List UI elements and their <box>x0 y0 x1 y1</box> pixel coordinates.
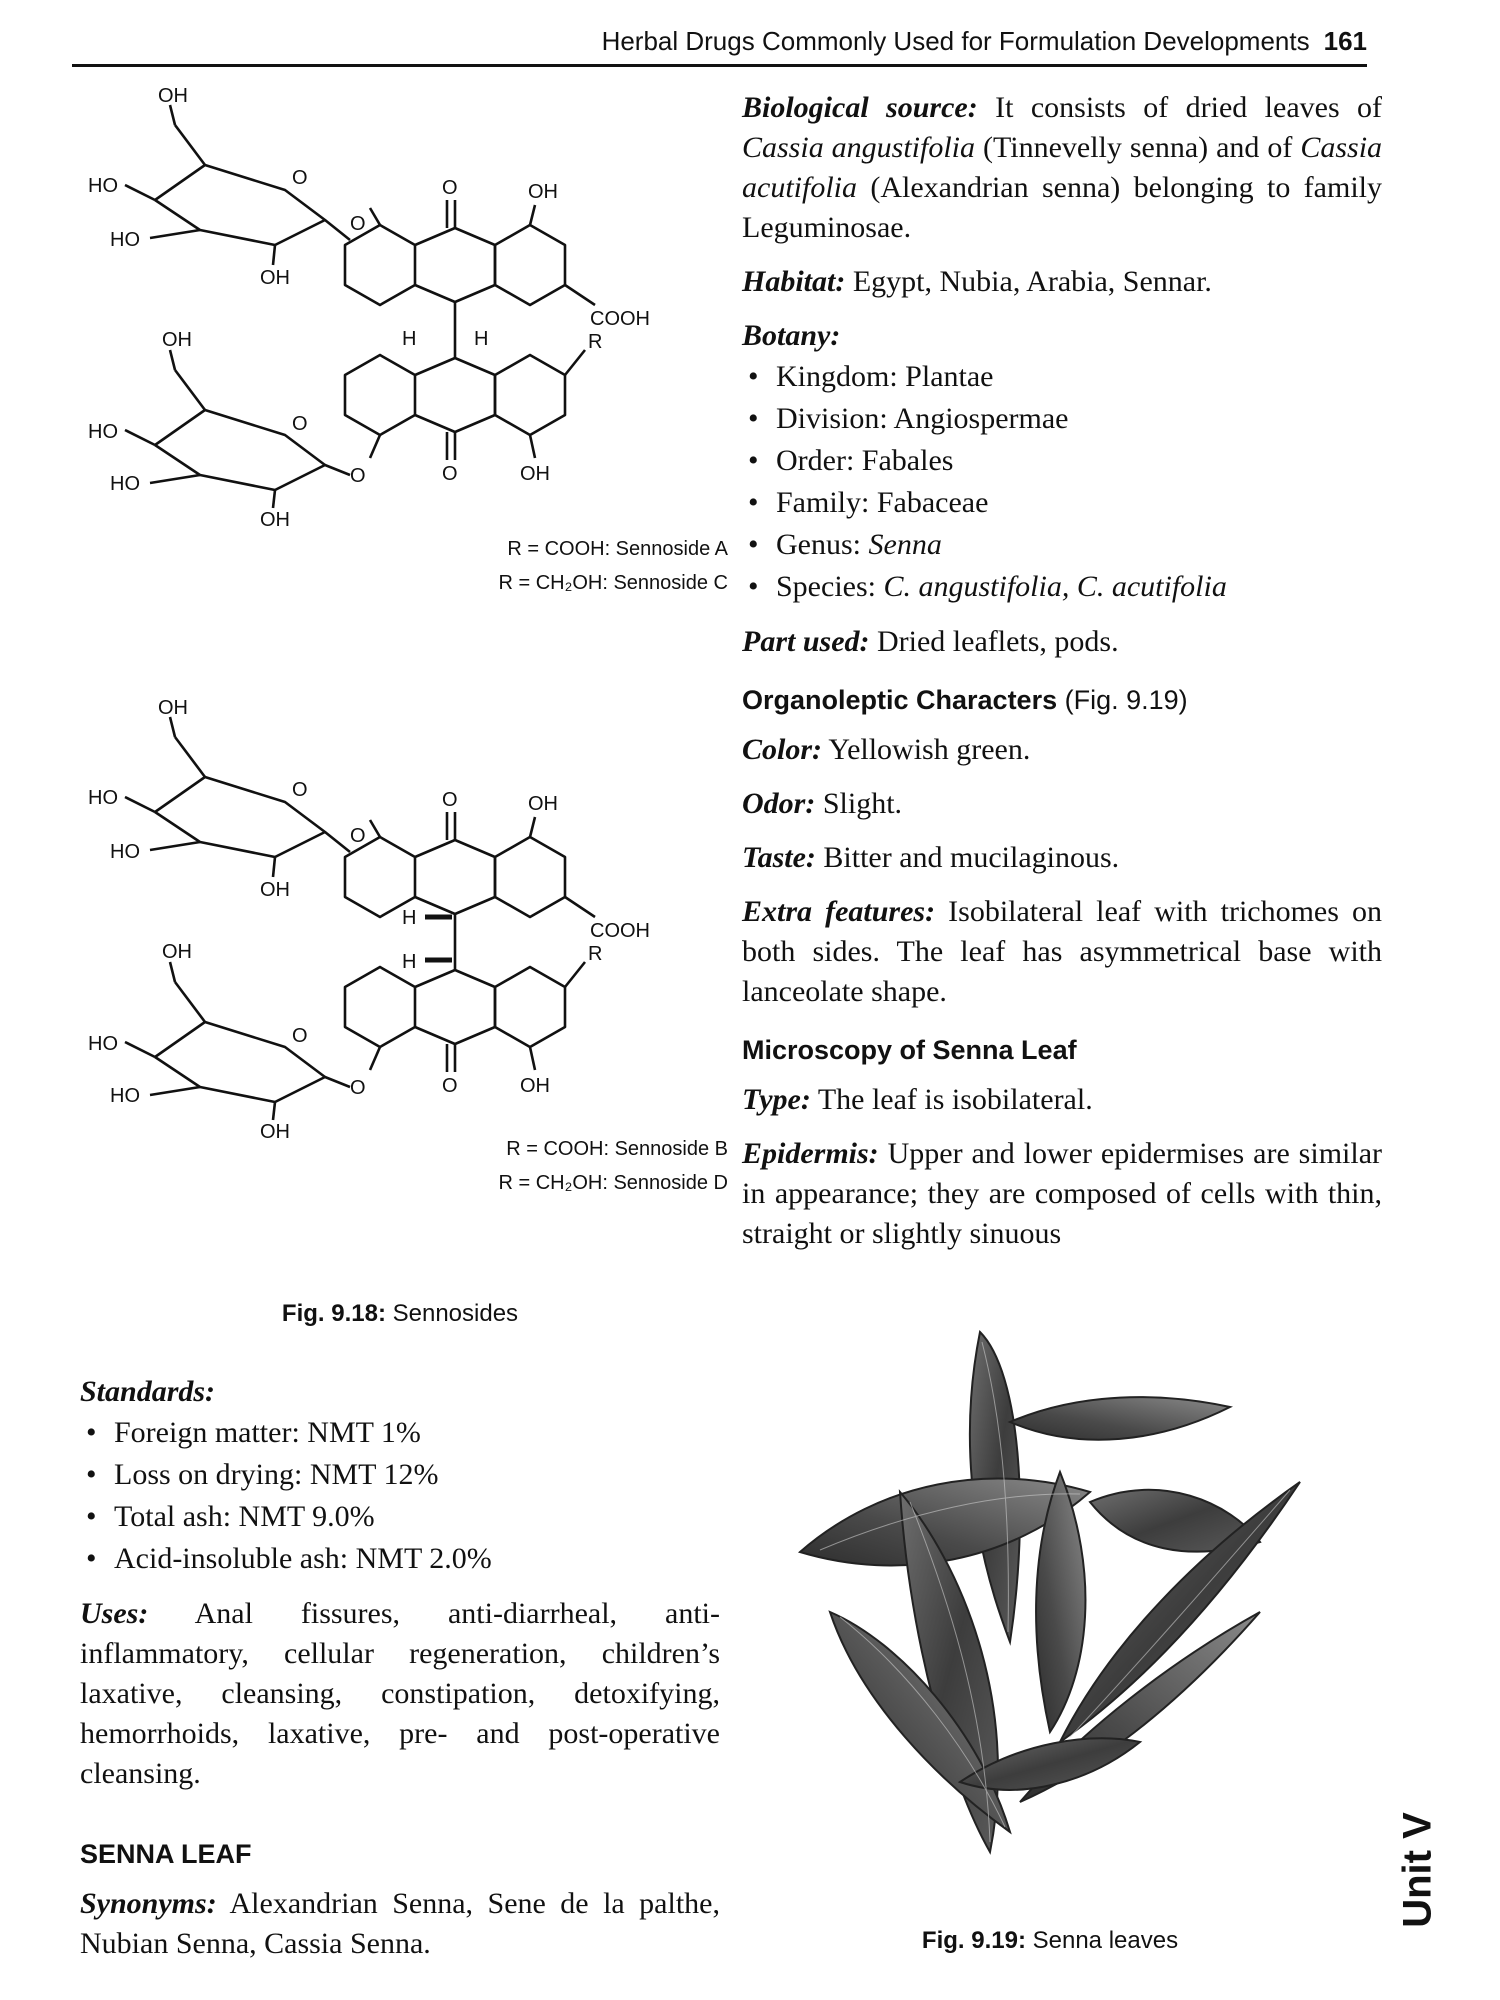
list-item: • Acid-insoluble ash: NMT 2.0% <box>80 1538 720 1580</box>
label-r: R <box>588 331 603 353</box>
label-oh-a: OH <box>158 697 188 719</box>
type-paragraph <box>742 1080 1382 1120</box>
label-oh-c: OH <box>528 181 558 203</box>
list-item <box>742 524 1382 566</box>
part-used-text: Dried leaflets, pods. <box>877 625 1119 658</box>
label-oh-e: OH <box>260 509 290 531</box>
list-item: • Kingdom: Plantae <box>742 356 1382 398</box>
epidermis-text: Upper and lower epidermises are similar in appearance; they are composed of cells with thin, straight or slightly sinuous <box>742 1137 1383 1250</box>
label-h-b: H <box>402 951 417 973</box>
senna-leaves-photo <box>760 1312 1340 1912</box>
label-ho-a: HO <box>88 787 118 809</box>
synonyms-paragraph <box>80 1884 720 1964</box>
odor-paragraph <box>742 784 1382 824</box>
taste-text: Bitter and mucilaginous. <box>823 841 1120 874</box>
page-number: 161 <box>1323 25 1367 56</box>
label-cooh: COOH <box>590 920 650 942</box>
label-o-ketone: O <box>442 789 458 811</box>
list-item <box>742 566 1382 608</box>
label-oh-d: OH <box>162 941 192 963</box>
label-o-ring: O <box>292 779 308 801</box>
label-o-ketone2: O <box>442 463 458 485</box>
habitat-text: Egypt, Nubia, Arabia, Sennar. <box>852 265 1212 298</box>
part-used-paragraph <box>742 622 1382 662</box>
label-oh-b: OH <box>260 267 290 289</box>
species-name-2: Cassia acutifolia <box>742 131 1383 204</box>
bio-text-1: It consists of dried leaves of <box>995 91 1383 124</box>
label-ho-a: HO <box>88 175 118 197</box>
label-o-link2: O <box>350 1077 366 1099</box>
color-text: Yellowish green. <box>828 733 1031 766</box>
unit-label: Unit V <box>1395 1812 1440 1928</box>
species-label: Species: <box>776 570 876 603</box>
bio-text-3: (Alexandrian senna) belonging to family Leguminosae. <box>742 171 1382 244</box>
type-label: Type: <box>742 1083 811 1116</box>
extra-features-label: Extra features: <box>742 895 936 928</box>
label-cooh: COOH <box>590 308 650 330</box>
label-o-link: O <box>350 213 366 235</box>
bio-text-2: (Tinnevelly senna) and of <box>982 131 1293 164</box>
label-ho-c: HO <box>88 421 118 443</box>
genus-label: Genus: <box>776 528 861 561</box>
caption-text: Sennosides <box>392 1300 519 1327</box>
r-group-legend <box>498 532 728 600</box>
label-oh-f: OH <box>520 463 550 485</box>
r-line-sennoside-b: R = COOH: Sennoside B <box>506 1138 728 1160</box>
label-o-ring2: O <box>292 413 308 435</box>
taste-paragraph <box>742 838 1382 878</box>
microscopy-heading: Microscopy of Senna Leaf <box>742 1035 1077 1065</box>
left-column <box>80 1372 720 1978</box>
figure-9-18 <box>80 80 728 1360</box>
label-oh-c: OH <box>528 793 558 815</box>
label-h-a: H <box>402 328 417 350</box>
label-ho-d: HO <box>110 1085 140 1107</box>
label-oh-f: OH <box>520 1075 550 1097</box>
label-ho-d: HO <box>110 473 140 495</box>
label-oh-d: OH <box>162 329 192 351</box>
sennoside-ac-structure <box>80 80 728 620</box>
odor-label: Odor: <box>742 787 816 820</box>
label-h-b: H <box>474 328 489 350</box>
right-column <box>742 88 1382 1268</box>
label-ho-b: HO <box>110 229 140 251</box>
uses-label: Uses: <box>80 1597 149 1630</box>
synonyms-label: Synonyms: <box>80 1887 217 1920</box>
botany-label: Botany: <box>742 319 841 352</box>
list-item: • Family: Fabaceae <box>742 482 1382 524</box>
genus-value: Senna <box>868 528 942 561</box>
caption-label: Fig. 9.18: <box>281 1300 386 1327</box>
r-line-sennoside-d: R = CH₂OH: Sennoside D <box>498 1172 728 1194</box>
senna-leaf-heading: SENNA LEAF <box>80 1839 252 1869</box>
list-item: • Total ash: NMT 9.0% <box>80 1496 720 1538</box>
label-ho-c: HO <box>88 1033 118 1055</box>
r-line-sennoside-a: R = COOH: Sennoside A <box>507 538 728 560</box>
unit-tab <box>1388 1790 1448 1950</box>
caption-label: Fig. 9.19: <box>921 1927 1026 1954</box>
list-item: • Foreign matter: NMT 1% <box>80 1412 720 1454</box>
organoleptic-title: Organoleptic Characters <box>742 685 1058 715</box>
label-o-ring2: O <box>292 1025 308 1047</box>
epidermis-label: Epidermis: <box>742 1137 879 1170</box>
list-item: • Loss on drying: NMT 12% <box>80 1454 720 1496</box>
label-o-link: O <box>350 825 366 847</box>
r-line-sennoside-c: R = CH₂OH: Sennoside C <box>498 572 728 594</box>
botany-list <box>742 356 1382 608</box>
synonyms-text: Alexandrian Senna, Sene de la palthe, Nubian Senna, Cassia Senna. <box>80 1887 720 1960</box>
uses-paragraph <box>80 1594 720 1794</box>
caption-text: Senna leaves <box>1032 1927 1179 1954</box>
label-oh-a: OH <box>158 85 188 107</box>
label-oh-b: OH <box>260 879 290 901</box>
organoleptic-heading <box>742 680 1382 720</box>
running-header <box>72 18 1367 67</box>
extra-features-text: Isobilateral leaf with trichomes on both sides. The leaf has asymmetrical base with lanceolate shape. <box>742 895 1382 1008</box>
species-value: C. angustifolia, C. acutifolia <box>883 570 1227 603</box>
part-used-label: Part used: <box>742 625 870 658</box>
color-label: Color: <box>742 733 823 766</box>
label-o-ketone2: O <box>442 1075 458 1097</box>
biological-source-paragraph <box>742 88 1382 248</box>
list-item: • Order: Fabales <box>742 440 1382 482</box>
color-paragraph <box>742 730 1382 770</box>
r-group-legend <box>498 1132 728 1200</box>
header-title: Herbal Drugs Commonly Used for Formulation Developments <box>601 25 1310 56</box>
figure-9-18-caption <box>80 1300 720 1328</box>
epidermis-paragraph <box>742 1134 1382 1254</box>
figure-9-19 <box>760 1312 1340 1955</box>
species-name-1: Cassia angustifolia <box>742 131 976 164</box>
habitat-label: Habitat: <box>742 265 846 298</box>
label-o-link2: O <box>350 465 366 487</box>
bio-label: Biological source: <box>742 91 978 124</box>
label-h-a: H <box>402 907 417 929</box>
figure-reference: (Fig. 9.19) <box>1064 685 1188 715</box>
label-o-ketone: O <box>442 177 458 199</box>
habitat-paragraph <box>742 262 1382 302</box>
label-o-ring: O <box>292 167 308 189</box>
type-text: The leaf is isobilateral. <box>817 1083 1093 1116</box>
figure-9-19-caption <box>760 1927 1340 1955</box>
label-r: R <box>588 943 603 965</box>
odor-text: Slight. <box>822 787 903 820</box>
label-oh-e: OH <box>260 1121 290 1143</box>
standards-list <box>80 1412 720 1580</box>
standards-label: Standards: <box>80 1375 216 1408</box>
uses-text: Anal fissures, anti-diarrheal, anti-inflammatory, cellular regeneration, children’s laxative, cleansing, constipation, detoxifying, hemorrhoids, laxative, pre- and post-operative cleansing. <box>80 1597 720 1790</box>
label-ho-b: HO <box>110 841 140 863</box>
taste-label: Taste: <box>742 841 816 874</box>
sennoside-bd-structure <box>80 692 728 1232</box>
list-item: • Division: Angiospermae <box>742 398 1382 440</box>
extra-features-paragraph <box>742 892 1382 1012</box>
